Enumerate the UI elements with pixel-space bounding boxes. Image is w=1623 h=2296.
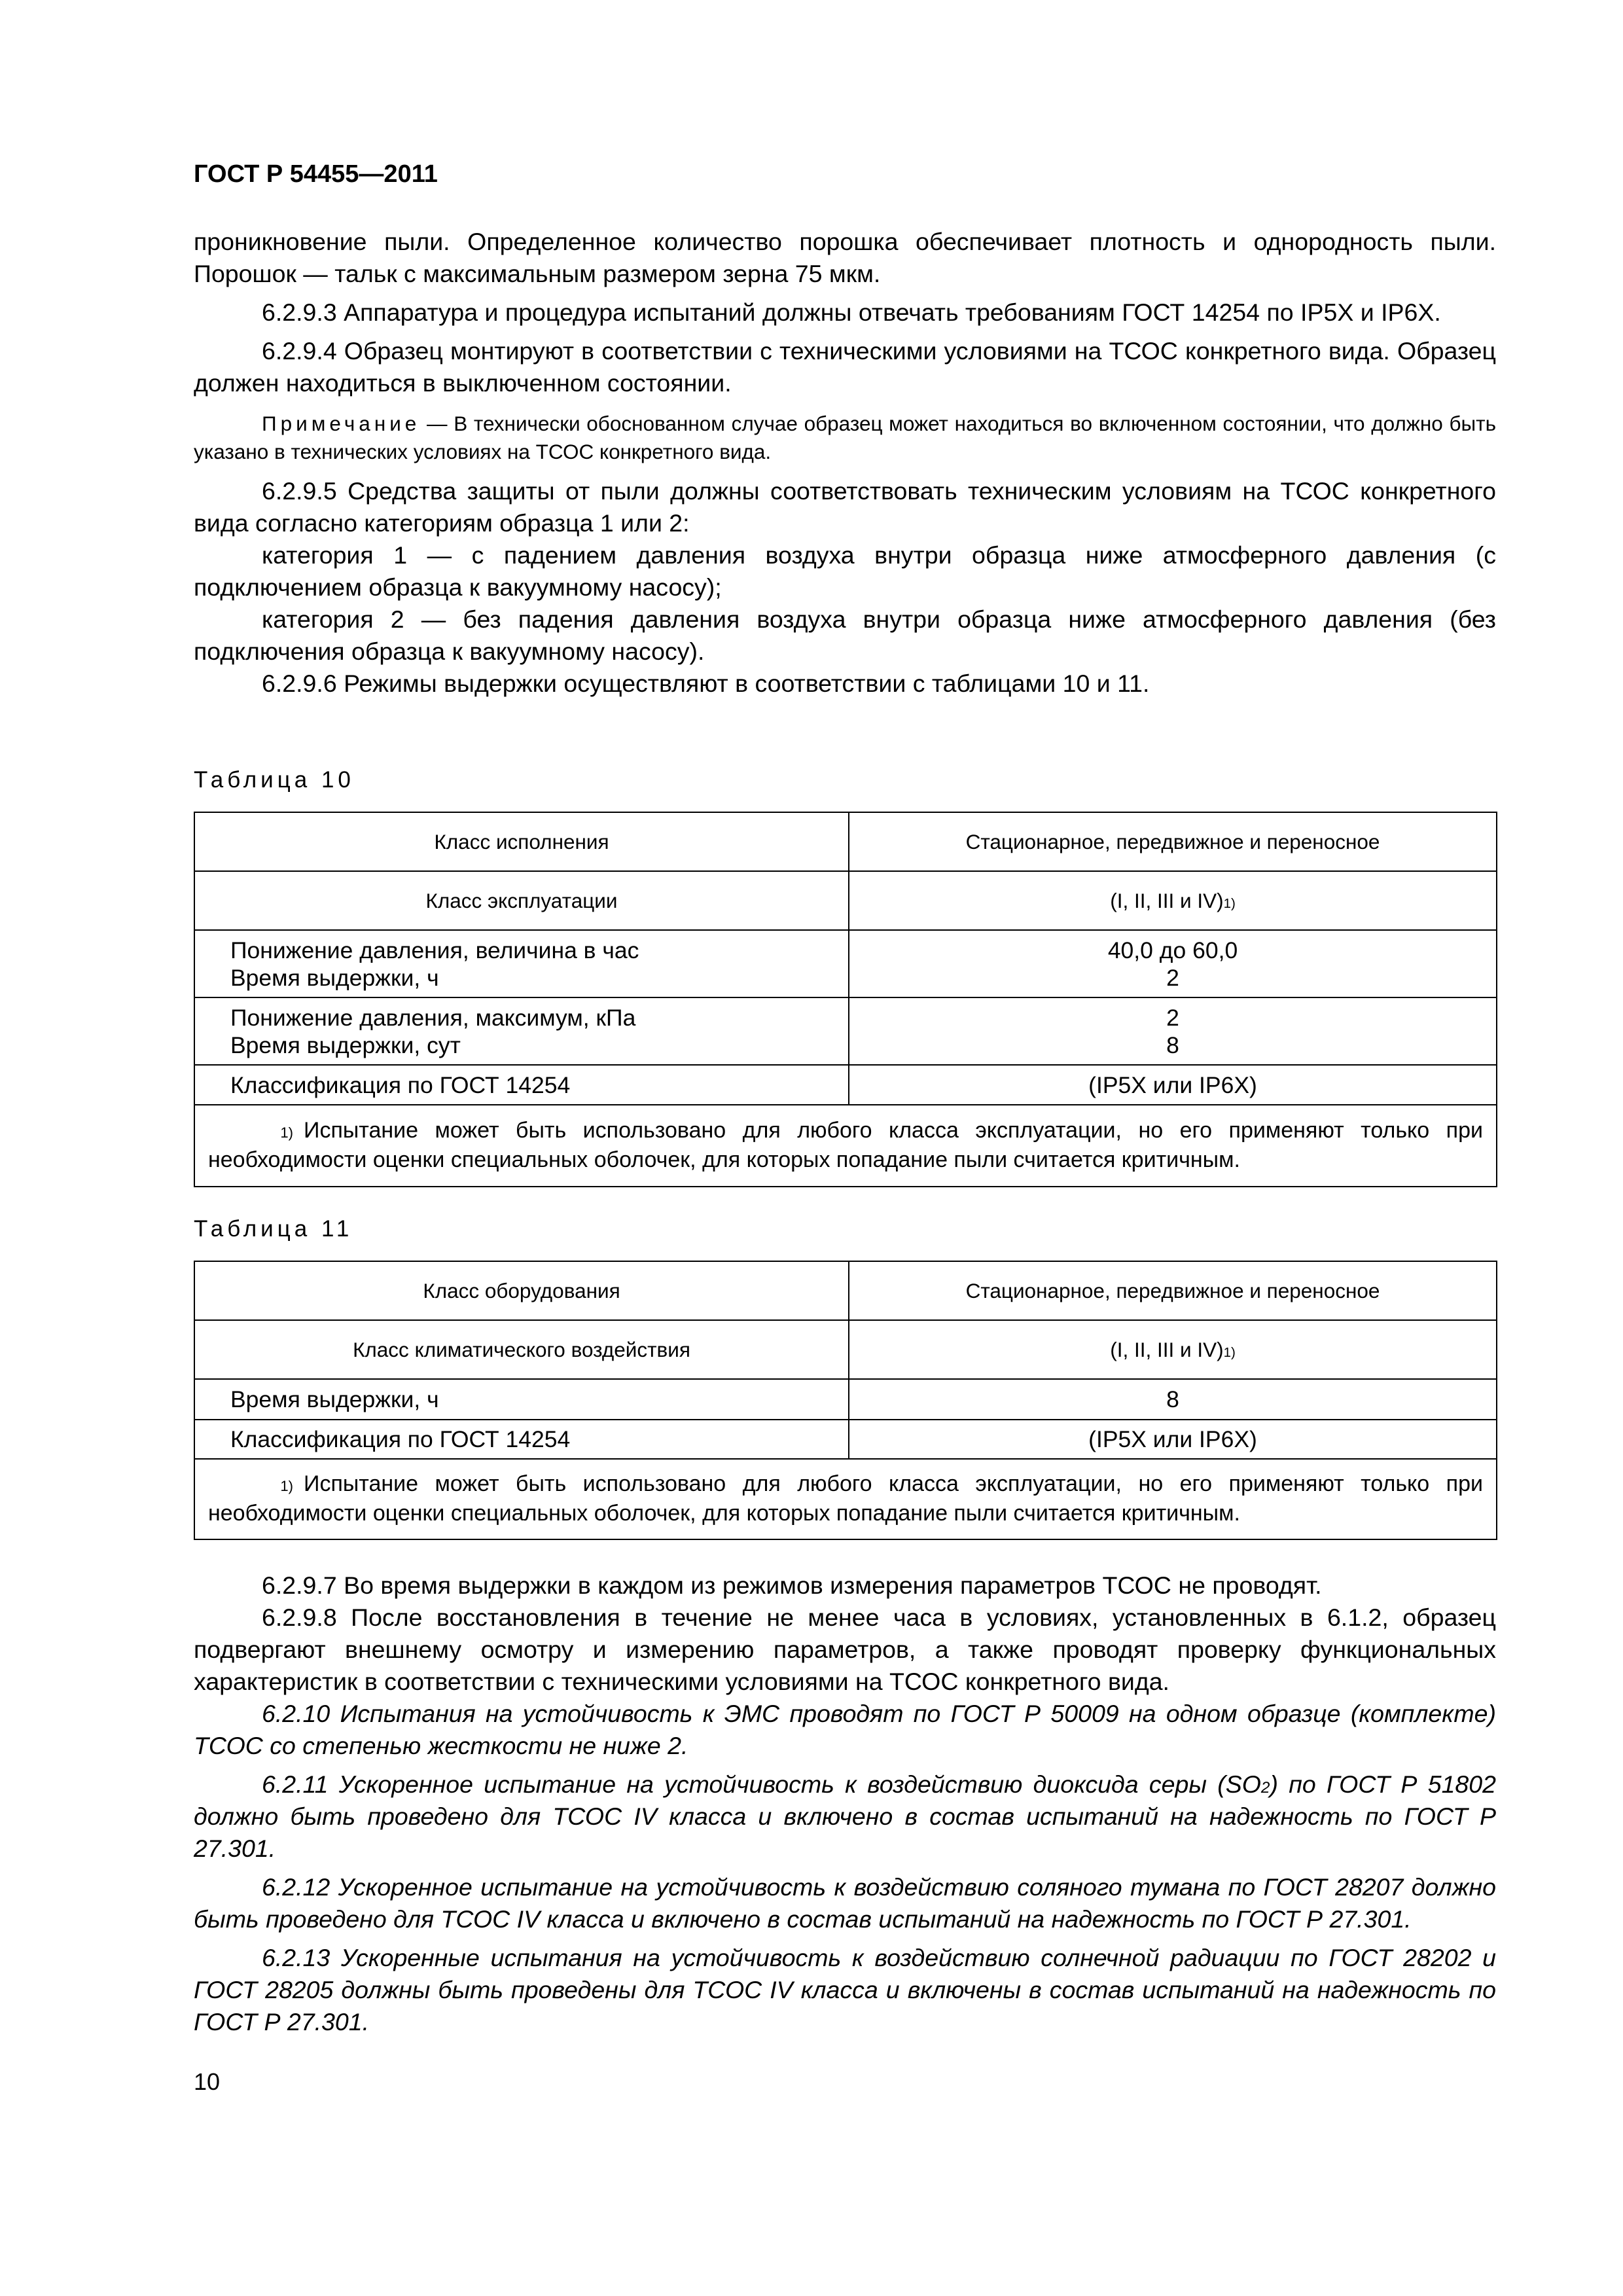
paragraph (194, 1768, 1496, 1865)
page-number: 10 (194, 2068, 221, 2095)
table-row (194, 1320, 1497, 1379)
footnote-text: Испытание может быть использовано для любого класса эксплуатации, но его применяют только при необходимости оценки специальных оболочек, для которых попадание пыли считается критичным. (208, 1471, 1483, 1526)
body-text-bottom (194, 1570, 1496, 2038)
paragraph: категория 2 — без падения давления воздуха внутри образца ниже атмосферного давления (без подключения образца к вакуумному насосу). (194, 605, 1496, 665)
table-11-caption: Таблица 11 (194, 1216, 353, 1242)
table-header-cell: Класс оборудования (194, 1261, 849, 1320)
paragraph: 6.2.9.4 Образец монтируют в соответствии с техническими условиями на ТСОС конкретного вида. Образец должен находиться в выключенном состоянии. (194, 337, 1496, 397)
table-row (194, 1065, 1497, 1105)
paragraph: 6.2.9.8 После восстановления в течение не менее часа в условиях, установленных в 6.1.2, образец подвергают внешнему осмотру и измерению параметров, а также проводят проверку функциональных характеристик в соответствии с техническими условиями на ТСОС конкретного вида. (194, 1604, 1496, 1695)
table-row (194, 1459, 1497, 1539)
cell-line: Понижение давления, максимум, кПа (230, 1004, 636, 1031)
document-header: ГОСТ Р 54455—2011 (194, 160, 438, 188)
table-row (194, 997, 1497, 1065)
table-cell (849, 997, 1497, 1065)
text-run: 6.2.11 Ускоренное испытание на устойчивость к воздействию диоксида серы (SO (262, 1770, 1261, 1798)
table-cell: 8 (849, 1379, 1497, 1420)
cell-line: 2 (1166, 964, 1179, 991)
table-cell: (IP5X или IP6X) (849, 1420, 1497, 1459)
table-header-cell (849, 1320, 1497, 1379)
cell-line: 40,0 до 60,0 (1107, 937, 1238, 963)
table-row (194, 812, 1497, 871)
table-header-cell: Стационарное, передвижное и переносное (849, 812, 1497, 871)
table-footnote (194, 1105, 1497, 1187)
table-row (194, 1261, 1497, 1320)
table-10 (194, 812, 1497, 1187)
footnote-ref: 1) (1223, 1344, 1236, 1360)
cell-line: Время выдержки, сут (230, 1031, 461, 1058)
table-cell (849, 930, 1497, 997)
paragraph: 6.2.9.7 Во время выдержки в каждом из режимов измерения параметров ТСОС не проводят. (262, 1571, 1322, 1599)
table-header-cell: Класс климатического воздействия (194, 1320, 849, 1379)
table-cell: Классификация по ГОСТ 14254 (194, 1065, 849, 1105)
cell-line: Время выдержки, ч (230, 964, 439, 991)
paragraph: категория 1 — с падением давления воздуха внутри образца ниже атмосферного давления (с подключением образца к вакуумному насосу); (194, 541, 1496, 601)
table-cell: (IP5X или IP6X) (849, 1065, 1497, 1105)
cell-line: 2 (1166, 1004, 1179, 1031)
note (194, 410, 1496, 466)
footnote-mark: 1) (280, 1477, 293, 1494)
table-cell (194, 930, 849, 997)
table-header-cell (849, 871, 1497, 930)
table-row (194, 1105, 1497, 1187)
table-row (194, 871, 1497, 930)
table-10-caption: Таблица 10 (194, 767, 355, 793)
paragraph: 6.2.9.3 Аппаратура и процедура испытаний должны отвечать требованиям ГОСТ 14254 по IP5X и IP6X. (262, 298, 1441, 326)
text-run: ) по ГОСТ Р 51802 должно быть проведено для ТСОС IV класса и включено в состав испытаний на надежность по ГОСТ Р 27.301. (194, 1770, 1496, 1862)
table-cell (194, 997, 849, 1065)
table-cell: Время выдержки, ч (194, 1379, 849, 1420)
note-label: Примечание (262, 412, 421, 435)
table-footnote (194, 1459, 1497, 1539)
table-row (194, 1379, 1497, 1420)
cell-text: (I, II, III и IV) (1110, 888, 1224, 912)
table-header-cell: Класс эксплуатации (194, 871, 849, 930)
paragraph: 6.2.12 Ускоренное испытание на устойчивость к воздействию соляного тумана по ГОСТ 28207 должно быть проведено для ТСОС IV класса и включено в состав испытаний на надежность по ГОСТ Р 27.301. (194, 1873, 1496, 1933)
footnote-text: Испытание может быть использовано для любого класса эксплуатации, но его применяют только при необходимости оценки специальных оболочек, для которых попадание пыли считается критичным. (208, 1117, 1483, 1172)
cell-line: 8 (1166, 1031, 1179, 1058)
table-cell: Классификация по ГОСТ 14254 (194, 1420, 849, 1459)
paragraph: 6.2.9.6 Режимы выдержки осуществляют в соответствии с таблицами 10 и 11. (262, 670, 1150, 697)
subscript: 2 (1260, 1779, 1270, 1797)
table-header-cell: Класс исполнения (194, 812, 849, 871)
cell-line: Понижение давления, величина в час (230, 937, 639, 963)
footnote-ref: 1) (1223, 895, 1236, 911)
table-row (194, 1420, 1497, 1459)
cell-text: (I, II, III и IV) (1110, 1337, 1224, 1361)
paragraph: 6.2.9.5 Средства защиты от пыли должны соответствовать техническим условиям на ТСОС конкретного вида согласно категориям образца 1 или 2: (194, 477, 1496, 537)
paragraph: 6.2.13 Ускоренные испытания на устойчивость к воздействию солнечной радиации по ГОСТ 28202 и ГОСТ 28205 должны быть проведены для ТСОС IV класса и включены в состав испытаний на надежность по ГОСТ Р 27.301. (194, 1944, 1496, 2036)
paragraph: 6.2.10 Испытания на устойчивость к ЭМС проводят по ГОСТ Р 50009 на одном образце (комплекте) ТСОС со степенью жесткости не ниже 2. (194, 1700, 1496, 1759)
table-header-cell: Стационарное, передвижное и переносное (849, 1261, 1497, 1320)
note-text: — В технически обоснованном случае образец может находиться во включенном состоянии, что должно быть указано в технических условиях на ТСОС конкретного вида. (194, 412, 1496, 463)
body-text-top (194, 226, 1496, 700)
footnote-mark: 1) (280, 1124, 293, 1141)
table-row (194, 930, 1497, 997)
paragraph: проникновение пыли. Определенное количество порошка обеспечивает плотность и однородность пыли. Порошок — тальк с максимальным размером зерна 75 мкм. (194, 228, 1496, 287)
table-11 (194, 1261, 1497, 1540)
